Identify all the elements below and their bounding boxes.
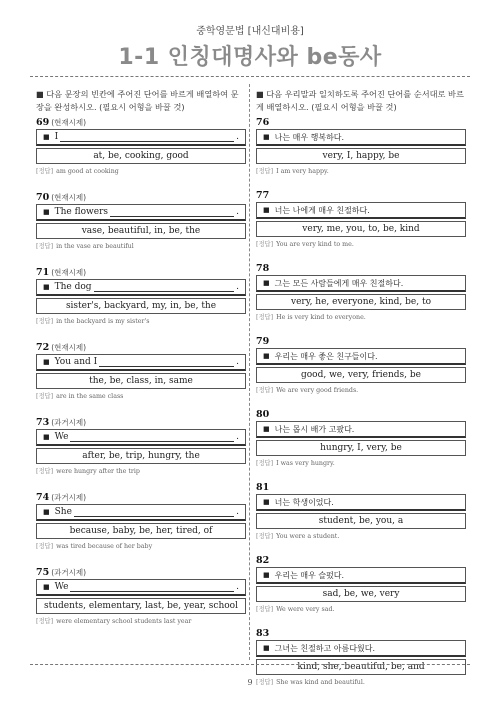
korean-sentence-box: [256, 640, 466, 657]
question-number: 73: [36, 417, 50, 428]
answer-blank[interactable]: [94, 282, 235, 292]
sentence-start: I: [54, 131, 59, 142]
word-bank: sad, be, we, very: [256, 586, 466, 602]
sentence-box: [36, 504, 246, 521]
square-bullet-icon: ■: [43, 132, 50, 141]
question-item: [36, 116, 246, 175]
answer-tag: [정답]: [256, 387, 274, 394]
word-bank: sister's, backyard, my, in, be, the: [36, 298, 246, 314]
korean-sentence: 우리는 매우 좋은 친구들이다.: [274, 351, 378, 361]
answer-text: am good at cooking: [56, 168, 119, 175]
sentence-box: [36, 354, 246, 371]
sentence-start: You and I: [54, 356, 98, 367]
question-header: [36, 341, 246, 354]
sentence-end: .: [236, 431, 239, 442]
answer-key: [36, 391, 246, 400]
question-item: [256, 189, 466, 248]
question-item: [36, 566, 246, 625]
word-bank: vase, beautiful, in, be, the: [36, 223, 246, 239]
question-number: 78: [256, 263, 270, 274]
tense-label: (과거시제): [51, 493, 87, 502]
answer-key: [256, 531, 466, 540]
sentence-box: [36, 279, 246, 296]
korean-sentence-box: [256, 494, 466, 511]
tense-label: (현재시제): [51, 193, 87, 202]
square-bullet-icon: ■: [43, 582, 50, 591]
answer-text: He is very kind to everyone.: [276, 314, 366, 321]
question-item: [256, 116, 466, 175]
tense-label: (과거시제): [51, 568, 87, 577]
question-number: 81: [256, 482, 270, 493]
square-bullet-icon: ■: [263, 643, 270, 652]
answer-text: We are very good friends.: [276, 387, 359, 394]
question-number: 74: [36, 492, 50, 503]
sentence-box: [36, 204, 246, 221]
tense-label: (현재시제): [51, 118, 87, 127]
korean-sentence: 나는 매우 행복하다.: [274, 132, 345, 142]
question-number: 72: [36, 342, 50, 353]
tense-label: (현재시제): [51, 268, 87, 277]
word-bank: at, be, cooking, good: [36, 148, 246, 164]
answer-key: [256, 458, 466, 467]
question-number: 77: [256, 190, 270, 201]
answer-text: were elementary school students last year: [56, 618, 192, 625]
word-bank: very, he, everyone, kind, be, to: [256, 294, 466, 310]
square-bullet-icon: ■: [43, 432, 50, 441]
question-item: [36, 266, 246, 325]
question-header: [256, 116, 466, 129]
answer-tag: [정답]: [256, 314, 274, 321]
right-column: [256, 88, 466, 686]
word-bank: students, elementary, last, be, year, school: [36, 598, 246, 614]
answer-text: You were a student.: [276, 533, 340, 540]
square-bullet-icon: ■: [263, 278, 270, 287]
square-bullet-icon: ■: [263, 132, 270, 141]
square-bullet-icon: ■: [263, 424, 270, 433]
answer-key: [36, 316, 246, 325]
sentence-end: .: [236, 281, 239, 292]
answer-tag: [정답]: [36, 468, 54, 475]
question-header: [36, 491, 246, 504]
sentence-end: .: [236, 581, 239, 592]
answer-key: [256, 385, 466, 394]
korean-sentence: 너는 학생이었다.: [274, 497, 334, 507]
bottom-divider: [30, 664, 470, 665]
sentence-box: [36, 429, 246, 446]
answer-tag: [정답]: [256, 606, 274, 613]
word-bank: very, I, happy, be: [256, 148, 466, 164]
square-bullet-icon: ■: [263, 497, 270, 506]
answer-blank[interactable]: [74, 507, 234, 517]
sentence-start: The flowers: [54, 206, 108, 217]
sentence-start: She: [54, 506, 72, 517]
question-header: [36, 191, 246, 204]
sentence-start: We: [54, 431, 69, 442]
word-bank: after, be, trip, hungry, the: [36, 448, 246, 464]
korean-sentence: 우리는 매우 슬펐다.: [274, 570, 345, 580]
answer-text: You are very kind to me.: [276, 241, 354, 248]
question-item: [36, 491, 246, 550]
sentence-end: .: [236, 131, 239, 142]
square-bullet-icon: ■: [43, 282, 50, 291]
question-header: [256, 627, 466, 640]
answer-key: [256, 604, 466, 613]
sentence-end: .: [236, 506, 239, 517]
korean-sentence: 나는 몹시 배가 고팠다.: [274, 424, 355, 434]
question-number: 76: [256, 117, 270, 128]
answer-tag: [정답]: [36, 543, 54, 550]
korean-sentence-box: [256, 129, 466, 146]
left-column: [36, 88, 246, 625]
answer-text: are in the same class: [56, 393, 124, 400]
answer-tag: [정답]: [256, 168, 274, 175]
word-bank: hungry, I, very, be: [256, 440, 466, 456]
question-number: 80: [256, 409, 270, 420]
answer-tag: [정답]: [256, 533, 274, 540]
answer-tag: [정답]: [36, 243, 54, 250]
answer-tag: [정답]: [36, 618, 54, 625]
answer-tag: [정답]: [36, 318, 54, 325]
sentence-box: [36, 579, 246, 596]
question-header: [256, 554, 466, 567]
square-bullet-icon: ■: [43, 357, 50, 366]
page-number: 9: [247, 678, 253, 687]
word-bank: good, we, very, friends, be: [256, 367, 466, 383]
korean-sentence-box: [256, 202, 466, 219]
question-item: [36, 191, 246, 250]
question-item: [256, 335, 466, 394]
answer-tag: [정답]: [36, 393, 54, 400]
question-number: 70: [36, 192, 50, 203]
question-header: [256, 335, 466, 348]
question-item: [256, 262, 466, 321]
answer-key: [256, 239, 466, 248]
answer-text: in the backyard is my sister's: [56, 318, 150, 325]
sentence-start: The dog: [54, 281, 92, 292]
word-bank: because, baby, be, her, tired, of: [36, 523, 246, 539]
question-number: 75: [36, 567, 50, 578]
sentence-end: .: [236, 356, 239, 367]
answer-text: I was very hungry.: [276, 460, 335, 467]
answer-blank[interactable]: [70, 432, 234, 442]
top-divider: [30, 76, 470, 77]
left-instruction: ■ 다음 문장의 빈칸에 주어진 단어를 바르게 배열하여 문장을 완성하시오. (필요시 어형을 바꿀 것): [36, 89, 239, 112]
korean-sentence: 너는 나에게 매우 친절하다.: [274, 205, 370, 215]
tense-label: (과거시제): [51, 418, 87, 427]
question-header: [36, 416, 246, 429]
answer-text: were hungry after the trip: [56, 468, 140, 475]
sentence-box: [36, 129, 246, 146]
question-header: [36, 116, 246, 129]
word-bank: the, be, class, in, same: [36, 373, 246, 389]
square-bullet-icon: ■: [263, 570, 270, 579]
question-header: [256, 262, 466, 275]
question-header: [256, 408, 466, 421]
answer-text: I am very happy.: [276, 168, 329, 175]
answer-blank[interactable]: [99, 357, 234, 367]
answer-text: She was kind and beautiful.: [276, 679, 365, 686]
question-number: 69: [36, 117, 50, 128]
answer-key: [36, 616, 246, 625]
answer-text: was tired because of her baby: [56, 543, 153, 550]
question-item: [36, 341, 246, 400]
answer-key: [36, 241, 246, 250]
question-header: [256, 189, 466, 202]
square-bullet-icon: ■: [263, 351, 270, 360]
question-item: [256, 554, 466, 613]
question-number: 79: [256, 336, 270, 347]
answer-blank[interactable]: [70, 582, 234, 592]
square-bullet-icon: ■: [43, 207, 50, 216]
korean-sentence-box: [256, 421, 466, 438]
square-bullet-icon: ■: [43, 507, 50, 516]
korean-sentence-box: [256, 348, 466, 365]
korean-sentence: 그녀는 친절하고 아름다웠다.: [274, 643, 375, 653]
question-item: [256, 481, 466, 540]
question-number: 71: [36, 267, 50, 278]
question-header: [36, 566, 246, 579]
word-bank: kind, she, beautiful, be, and: [256, 659, 466, 675]
answer-tag: [정답]: [256, 679, 274, 686]
question-header: [36, 266, 246, 279]
korean-sentence: 그는 모든 사람들에게 매우 친절하다.: [274, 278, 404, 288]
right-instruction: ■ 다음 우리말과 일치하도록 주어진 단어를 순서대로 바르게 배열하시오. (필요시 어형을 바꿀 것): [256, 89, 464, 112]
korean-sentence-box: [256, 567, 466, 584]
answer-key: [36, 466, 246, 475]
answer-text: We were very sad.: [276, 606, 335, 613]
answer-key: [256, 312, 466, 321]
word-bank: student, be, you, a: [256, 513, 466, 529]
question-number: 83: [256, 628, 270, 639]
answer-key: [36, 541, 246, 550]
answer-tag: [정답]: [256, 241, 274, 248]
answer-tag: [정답]: [36, 168, 54, 175]
question-number: 82: [256, 555, 270, 566]
answer-key: [256, 166, 466, 175]
question-header: [256, 481, 466, 494]
tense-label: (현재시제): [51, 343, 87, 352]
answer-tag: [정답]: [256, 460, 274, 467]
header-subtitle: 중학영문법 [내신대비용]: [196, 26, 304, 37]
word-bank: very, me, you, to, be, kind: [256, 221, 466, 237]
korean-sentence-box: [256, 275, 466, 292]
page-title: 1-1 인칭대명사와 be동사: [118, 45, 382, 70]
answer-blank[interactable]: [60, 132, 234, 142]
question-item: [256, 408, 466, 467]
answer-text: in the vase are beautiful: [56, 243, 134, 250]
sentence-start: We: [54, 581, 69, 592]
question-item: [36, 416, 246, 475]
answer-key: [36, 166, 246, 175]
square-bullet-icon: ■: [263, 205, 270, 214]
column-divider: [249, 84, 250, 660]
sentence-end: .: [236, 206, 239, 217]
answer-blank[interactable]: [110, 207, 234, 217]
